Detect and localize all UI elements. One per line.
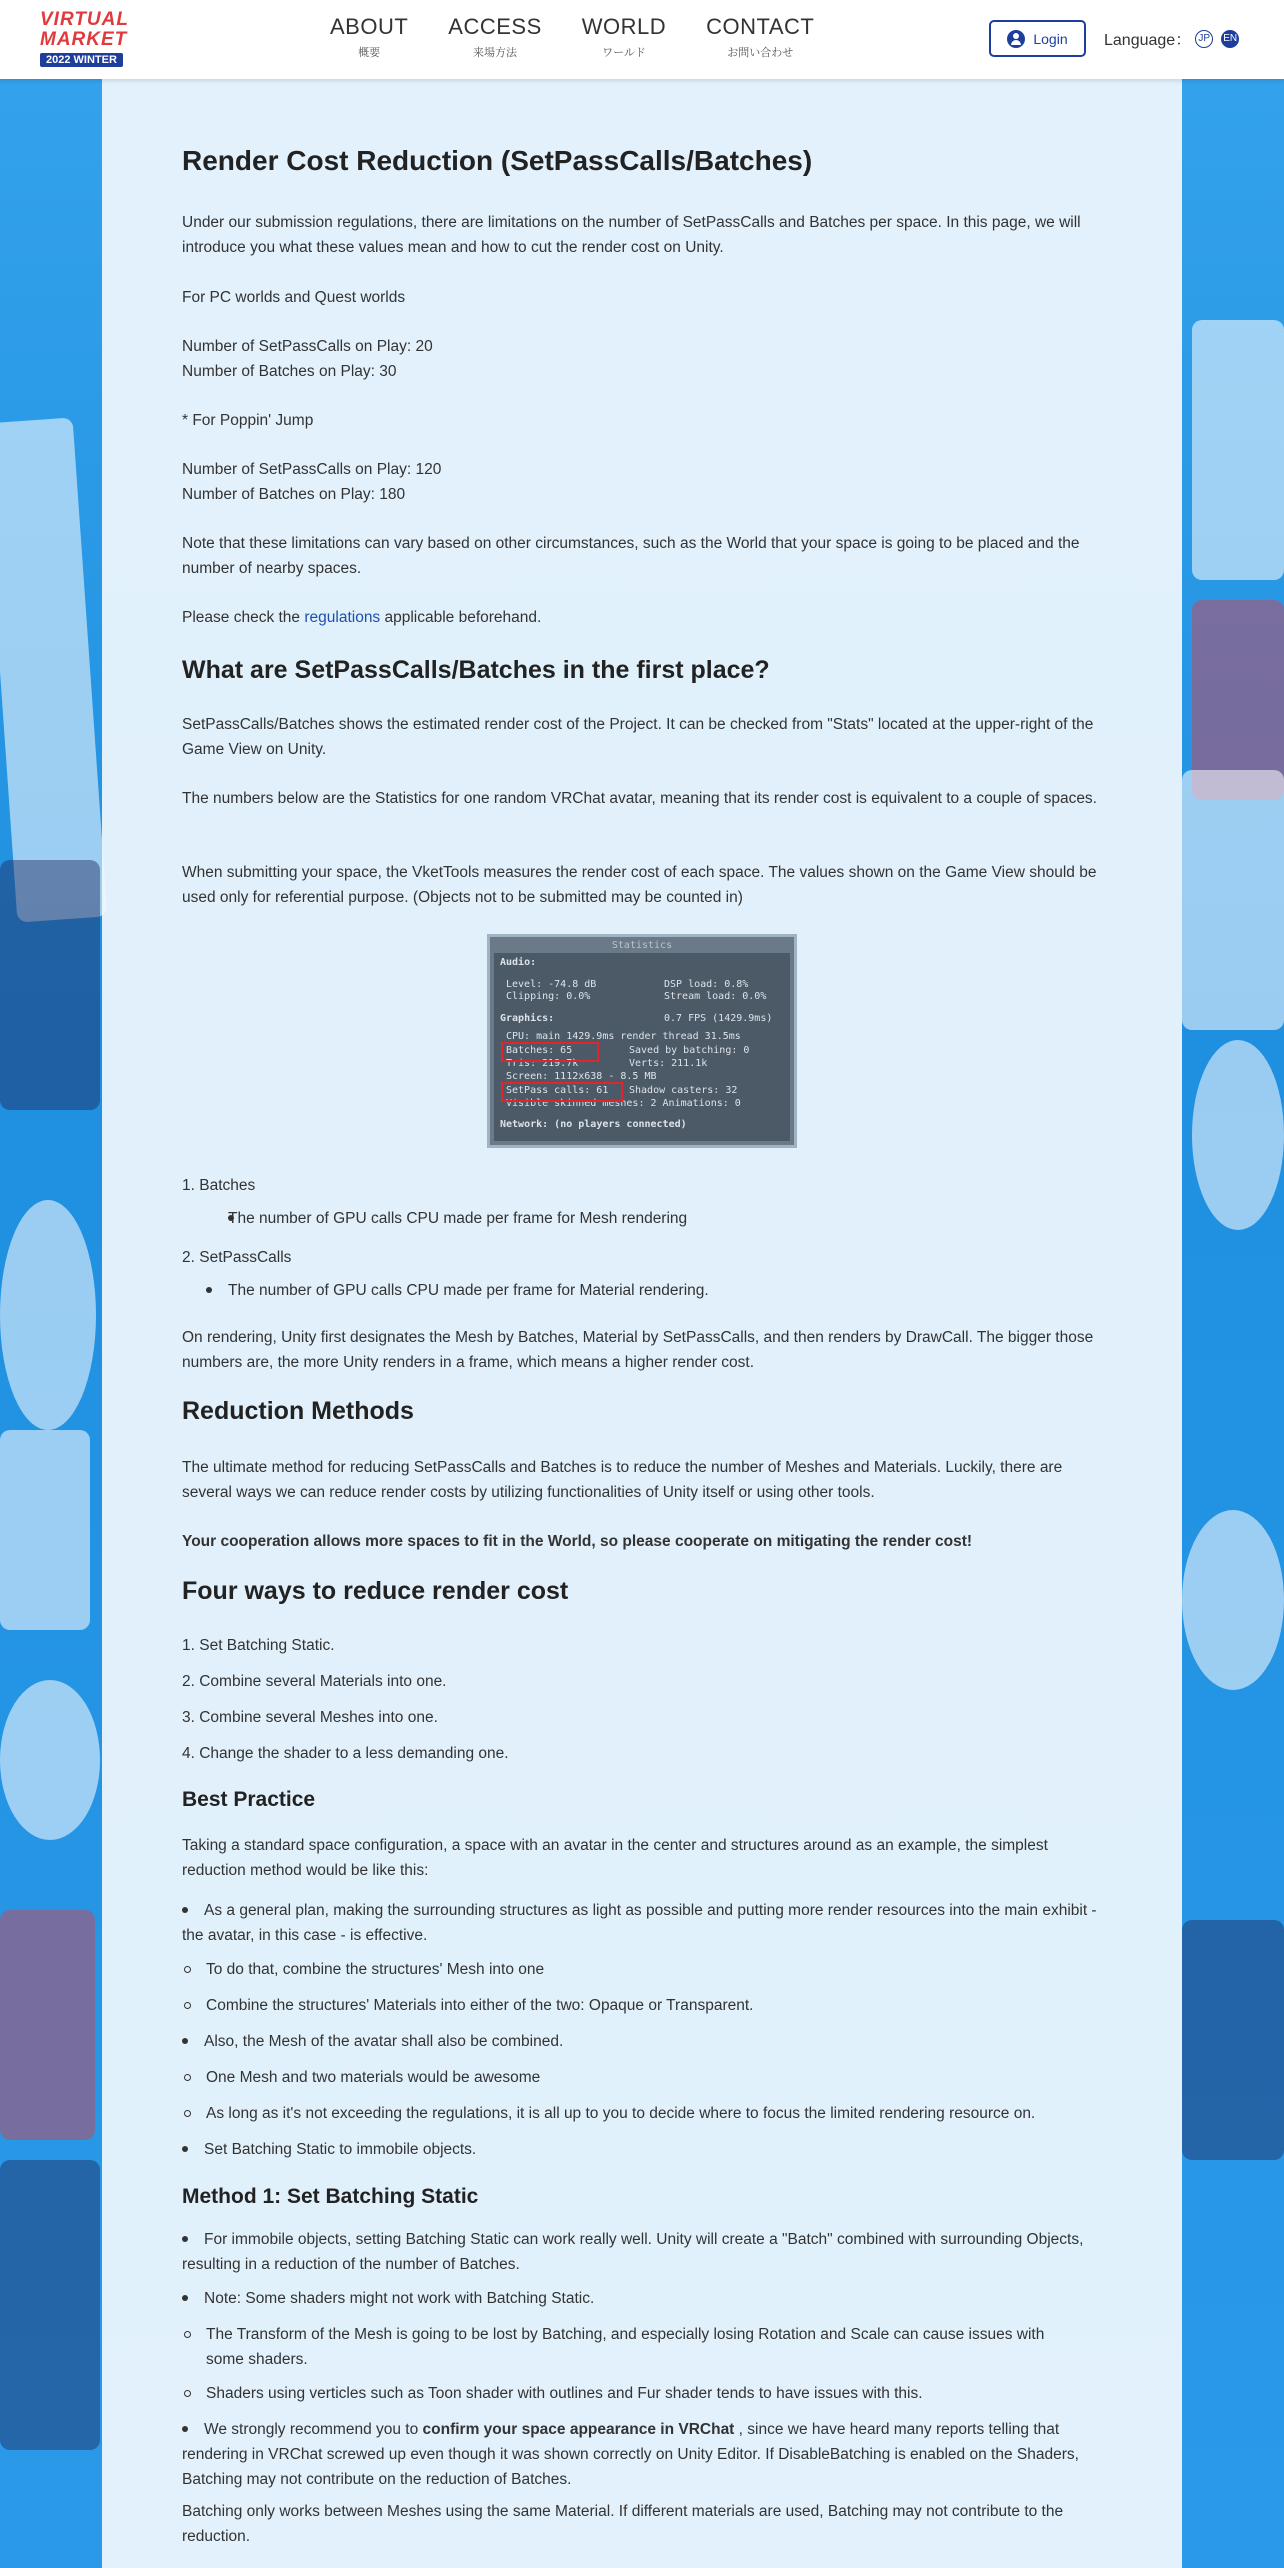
best-bullet-3: Set Batching Static to immobile objects. xyxy=(204,2141,477,2158)
stats-setpass: SetPass calls: 61 xyxy=(506,1085,609,1096)
best-bullet-2: Also, the Mesh of the avatar shall also be combined. xyxy=(204,2033,564,2050)
way-4: 4. Change the shader to a less demanding one. xyxy=(182,1745,509,1762)
stats-graphics: Graphics: xyxy=(500,1013,555,1024)
best-bullet-2-sub-1: One Mesh and two materials would be awesome xyxy=(206,2069,541,2086)
nav-contact-label: CONTACT xyxy=(706,14,815,39)
method1-bullet-1: For immobile objects, setting Batching Static can work really well. Unity will create a "Batch" combined with surrounding Objects, resulting in a reduction of the number of Batches. xyxy=(182,2231,1084,2273)
note-paragraph: Note that these limitations can vary based on other circumstances, such as the World that your space is going to be placed and the number of nearby spaces. xyxy=(182,535,1080,577)
method1-bullet-2: Note: Some shaders might not work with Batching Static. xyxy=(204,2290,595,2307)
poppin-heading: * For Poppin' Jump xyxy=(182,412,314,429)
stats-audio: Audio: xyxy=(500,957,537,968)
nav-access-label: ACCESS xyxy=(448,14,542,39)
method1-bullet-3 xyxy=(182,2417,1102,2492)
list-setpass-item: The number of GPU calls CPU made per frame for Material rendering. xyxy=(228,1282,709,1299)
list-batches-title: 1. Batches xyxy=(182,1177,256,1194)
language-label: Language： xyxy=(1104,32,1192,49)
main-content-panel xyxy=(102,79,1182,2568)
stats-saved: Saved by batching: 0 xyxy=(629,1045,750,1056)
stats-network: Network: (no players connected) xyxy=(500,1119,687,1130)
pc-heading: For PC worlds and Quest worlds xyxy=(182,289,406,306)
list-setpass-title: 2. SetPassCalls xyxy=(182,1249,292,1266)
sub-bullet xyxy=(184,1966,191,1973)
poppin-batches-limit: Number of Batches on Play: 180 xyxy=(182,486,406,503)
login-label: Login xyxy=(1033,30,1068,47)
sub-bullet xyxy=(184,2110,191,2117)
logo-line-1: VIRTUAL xyxy=(40,9,129,30)
reduction-paragraph: The ultimate method for reducing SetPassCalls and Batches is to reduce the number of Meshes and Materials. Luckily, there are several ways we can reduce render costs by utilizing functionalities of Unity itself or using other tools. xyxy=(182,1459,1063,1501)
sub-bullet xyxy=(184,2390,191,2397)
stats-clipping: Clipping: 0.0% xyxy=(506,991,591,1002)
stats-verts: Verts: 211.1k xyxy=(629,1058,708,1069)
m1-b3-suffix: , since we have heard many reports telling that rendering in VRChat screwed up even though it was shown correctly on Unity Editor. If DisableBatching is enabled on the Shaders, Batching may not contribute on the reduction of Batches. xyxy=(182,2421,1079,2488)
bullet xyxy=(206,1287,212,1293)
nav-about-sublabel: 概要 xyxy=(358,47,381,59)
batches-highlight xyxy=(501,1042,599,1062)
stats-fps: 0.7 FPS (1429.9ms) xyxy=(664,1013,773,1024)
virtual-market-logo[interactable] xyxy=(40,10,145,68)
regulations-link[interactable]: regulations xyxy=(304,609,381,626)
best-bullet-2-sub-2: As long as it's not exceeding the regulations, it is all up to you to decide where to focus the limited rendering resource on. xyxy=(206,2105,1036,2122)
logo-badge: 2022 WINTER xyxy=(40,53,123,67)
method1-bullet-2-sub-1: The Transform of the Mesh is going to be lost by Batching, and especially losing Rotation and Scale can cause issues with some shaders. xyxy=(206,2326,1045,2368)
check-suffix: applicable beforehand. xyxy=(380,609,542,626)
what-paragraph-3: When submitting your space, the VketTools measures the render cost of each space. The values shown on the Game View should be used only for referential purpose. (Objects not to be submitted may be counted in) xyxy=(182,864,1097,906)
sub-bullet xyxy=(184,2002,191,2009)
stats-title: Statistics xyxy=(611,940,673,951)
lang-jp-button[interactable]: JP xyxy=(1195,30,1213,48)
unity-statistics-image xyxy=(487,934,797,1148)
cooperation-note: Your cooperation allows more spaces to fit in the World, so please cooperate on mitigating the render cost! xyxy=(182,1533,973,1550)
pc-setpass-limit: Number of SetPassCalls on Play: 20 xyxy=(182,338,433,355)
poppin-setpass-limit: Number of SetPassCalls on Play: 120 xyxy=(182,461,442,478)
nav-access-sublabel: 来場方法 xyxy=(473,47,518,59)
best-practice-paragraph: Taking a standard space configuration, a space with an avatar in the center and structures around as an example, the simplest reduction method would be like this: xyxy=(182,1837,1048,1879)
stats-panel xyxy=(494,953,790,1141)
heading-best-practice: Best Practice xyxy=(182,1788,316,1811)
m1-b3-prefix: We strongly recommend you to xyxy=(204,2421,423,2438)
bullet xyxy=(182,2146,188,2152)
way-3: 3. Combine several Meshes into one. xyxy=(182,1709,438,1726)
left-background-collage xyxy=(0,80,102,2568)
nav-about-label: ABOUT xyxy=(330,14,409,39)
lang-en-button[interactable]: EN xyxy=(1221,30,1239,48)
stats-stream: Stream load: 0.0% xyxy=(664,991,767,1002)
language-switcher xyxy=(1104,27,1239,50)
best-bullet-1: As a general plan, making the surrounding structures as light as possible and putting more render resources into the main exhibit - the avatar, in this case - is effective. xyxy=(182,1902,1097,1944)
heading-what-are: What are SetPassCalls/Batches in the first place? xyxy=(182,656,770,684)
sub-bullet xyxy=(184,2074,191,2081)
site-header xyxy=(0,0,1284,79)
what-paragraph-1: SetPassCalls/Batches shows the estimated render cost of the Project. It can be checked from "Stats" located at the upper-right of the Game View on Unity. xyxy=(182,716,1094,758)
stats-screen: Screen: 1112x638 - 8.5 MB xyxy=(506,1071,657,1082)
sub-bullet xyxy=(184,2331,191,2338)
best-bullet-1-sub-2: Combine the structures' Materials into either of the two: Opaque or Transparent. xyxy=(206,1997,754,2014)
heading-method-1: Method 1: Set Batching Static xyxy=(182,2185,479,2208)
nav-contact[interactable] xyxy=(706,14,814,60)
login-button[interactable] xyxy=(989,20,1086,57)
check-prefix: Please check the xyxy=(182,609,305,626)
best-bullet-1-sub-1: To do that, combine the structures' Mesh into one xyxy=(206,1961,545,1978)
regulations-paragraph xyxy=(182,605,1102,630)
pc-batches-limit: Number of Batches on Play: 30 xyxy=(182,363,397,380)
stats-skinned: Visible skinned meshes: 2 Animations: 0 xyxy=(506,1098,741,1109)
intro-paragraph: Under our submission regulations, there are limitations on the number of SetPassCalls and Batches per space. In this page, we will introduce you what these values mean and how to cut the render cost on Unity. xyxy=(182,214,1081,256)
user-icon xyxy=(1007,30,1025,48)
nav-world-sublabel: ワールド xyxy=(602,47,646,59)
nav-about[interactable] xyxy=(330,14,408,60)
nav-world[interactable] xyxy=(582,14,666,60)
m1-b3-bold: confirm your space appearance in VRChat xyxy=(422,2421,735,2438)
nav-contact-sublabel: お問い合わせ xyxy=(727,47,794,59)
right-background-collage xyxy=(1182,80,1284,2568)
stats-batches: Batches: 65 xyxy=(506,1045,573,1056)
main-nav xyxy=(330,14,854,60)
bullet xyxy=(182,2038,188,2044)
nav-access[interactable] xyxy=(448,14,541,60)
page-title: Render Cost Reduction (SetPassCalls/Batches) xyxy=(182,145,813,176)
bullet xyxy=(182,2295,188,2301)
what-paragraph-2: The numbers below are the Statistics for one random VRChat avatar, meaning that its render cost is equivalent to a couple of spaces. xyxy=(182,790,1097,807)
list-batches-item: The number of GPU calls CPU made per frame for Mesh rendering xyxy=(228,1210,688,1227)
way-1: 1. Set Batching Static. xyxy=(182,1637,335,1654)
stats-cpu: CPU: main 1429.9ms render thread 31.5ms xyxy=(506,1031,741,1042)
logo-line-2: MARKET xyxy=(40,29,128,50)
method1-last-paragraph: Batching only works between Meshes using the same Material. If different materials are used, Batching may not contribute to the reduction. xyxy=(182,2503,1064,2545)
heading-reduction-methods: Reduction Methods xyxy=(182,1397,414,1425)
stats-dsp: DSP load: 0.8% xyxy=(664,979,749,990)
stats-level: Level: -74.8 dB xyxy=(506,979,597,990)
nav-world-label: WORLD xyxy=(581,14,667,39)
on-rendering-paragraph: On rendering, Unity first designates the Mesh by Batches, Material by SetPassCalls, and then renders by DrawCall. The bigger those numbers are, the more Unity renders in a frame, which means a higher render cost. xyxy=(182,1329,1094,1371)
way-2: 2. Combine several Materials into one. xyxy=(182,1673,447,1690)
method1-bullet-2-sub-2: Shaders using verticles such as Toon shader with outlines and Fur shader tends to have issues with this. xyxy=(206,2385,923,2402)
setpass-highlight xyxy=(501,1082,623,1102)
stats-shadow: Shadow casters: 32 xyxy=(629,1085,738,1096)
stats-tris: Tris: 219.7k xyxy=(506,1058,579,1069)
heading-four-ways: Four ways to reduce render cost xyxy=(182,1577,569,1605)
